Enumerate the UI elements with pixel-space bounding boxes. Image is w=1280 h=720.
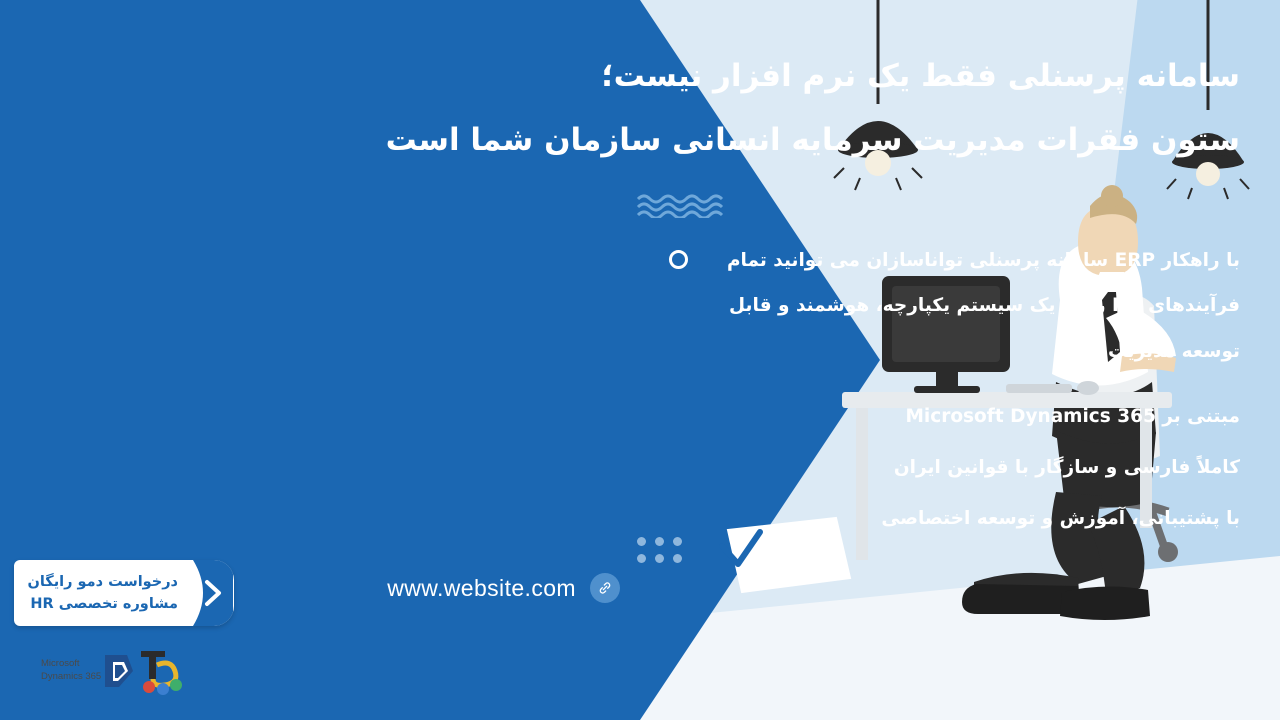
microsoft-dynamics-logo (34, 653, 135, 689)
dot (655, 537, 664, 546)
link-icon (590, 573, 620, 603)
squiggle-divider-icon (636, 192, 732, 218)
headline (385, 56, 1240, 162)
tavanasazan-logo (135, 645, 191, 697)
dynamics-line-2: Dynamics 365 (41, 671, 102, 682)
cta-text (14, 571, 192, 616)
cta-line-2: مشاوره تخصصی HR (30, 596, 178, 612)
request-demo-button[interactable] (14, 560, 234, 626)
cta-line-1: درخواست دمو رایگان (27, 573, 178, 590)
logo-bar (14, 645, 191, 697)
chevron-left-icon (192, 560, 234, 626)
feature-list (625, 392, 1240, 545)
website-row[interactable] (387, 573, 620, 603)
dynamics-mark-icon (101, 653, 135, 689)
dot (637, 554, 646, 563)
feature-item-2: کاملاً فارسی و سازگار با قوانین ایران (893, 456, 1240, 478)
dot (655, 554, 664, 563)
bullet-ring-icon (669, 250, 688, 269)
dot-grid-decoration (636, 537, 682, 563)
dot (637, 537, 646, 546)
website-url[interactable]: www.website.com (387, 574, 576, 601)
dot (673, 554, 682, 563)
feature-item-1: مبتنی بر Microsoft Dynamics 365 (905, 406, 1240, 427)
feature-item-3: با پشتیبانی، آموزش و توسعه اختصاصی (881, 507, 1240, 529)
dynamics-wordmark (41, 658, 101, 684)
dot (673, 537, 682, 546)
headline-line-2: ستون فقرات مدیریت سرمایه انسانی سازمان شما است (385, 121, 1240, 158)
headline-line-1: سامانه پرسنلی فقط یک نرم افزار نیست؛ (601, 58, 1240, 94)
intro-paragraph: با راهکار ERP سامانه پرسنلی تواناسازان می توانید تمام فرآیندهای HR را در یک سیستم یکپارچه، هوشمند و قابل توسعه مدیریت کنید. (726, 250, 1240, 362)
dynamics-line-1: Microsoft (41, 658, 80, 670)
